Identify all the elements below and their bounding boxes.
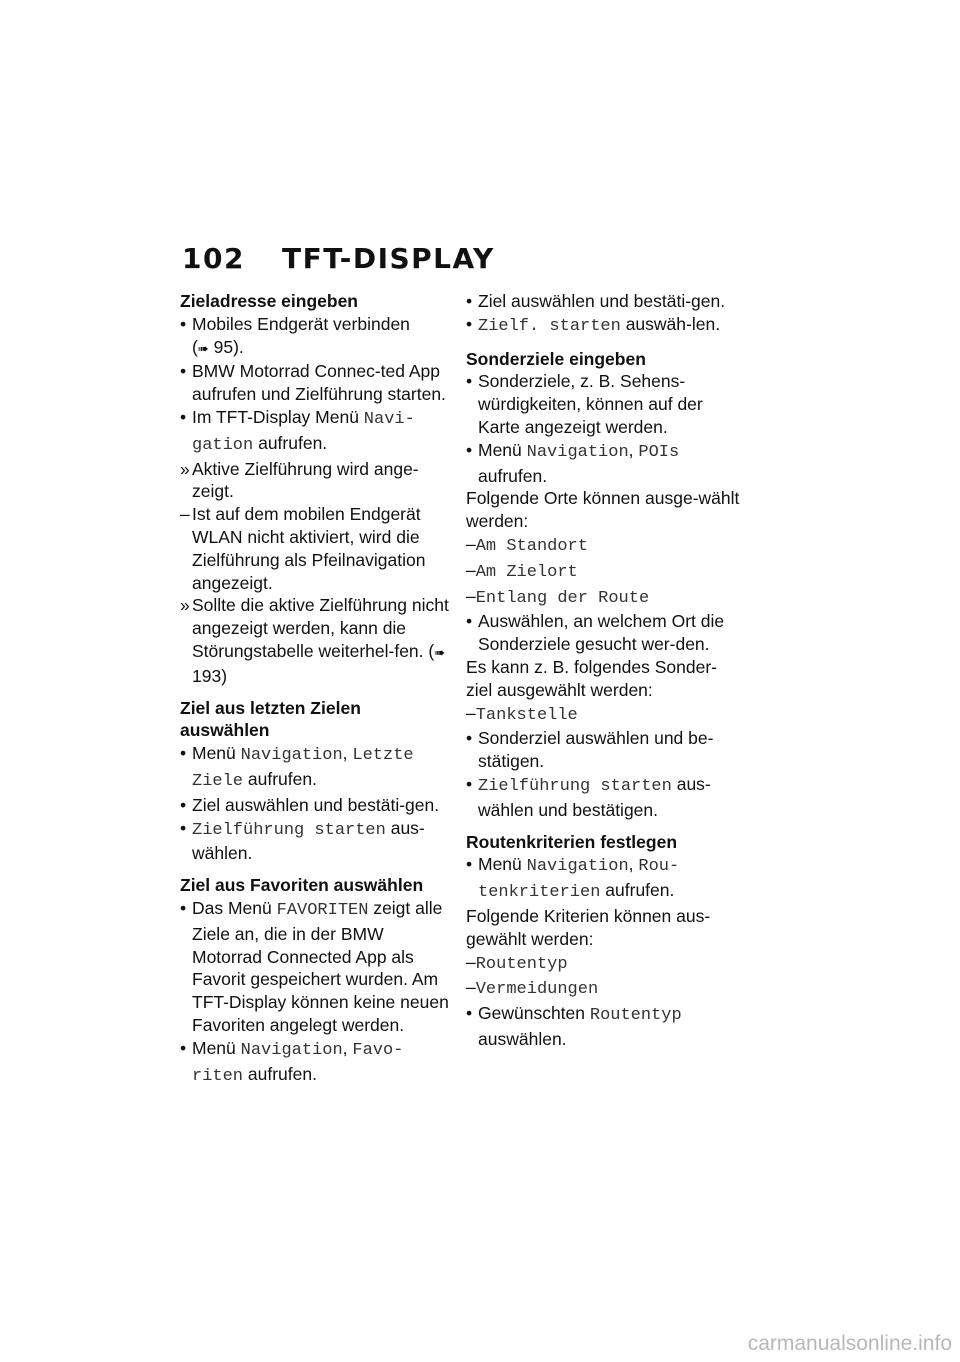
list-item: • Zielführung starten aus-wählen.	[180, 817, 425, 864]
section-letzte-ziele	[180, 697, 452, 866]
menu-term: Zielf. starten	[478, 316, 621, 336]
section-favoriten	[180, 874, 452, 1088]
menu-term: Navigation	[240, 1040, 343, 1060]
option-term: Routentyp	[475, 954, 568, 974]
menu-term: Navi-gation	[192, 409, 415, 455]
list-item: • Sonderziel auswählen und be-stätigen.	[466, 728, 714, 772]
menu-term: Navigation	[240, 746, 343, 766]
page-reference-link[interactable]: 95).	[213, 336, 244, 357]
page-number: 102	[182, 242, 245, 275]
menu-term: Zielführung starten	[192, 820, 386, 840]
dash-item: –Tankstelle	[466, 702, 578, 725]
list-item: • Zielf. starten auswäh-len.	[466, 313, 721, 336]
list-item: • BMW Motorrad Connec-ted App aufrufen und Zielführung starten.	[180, 361, 446, 405]
section-heading: Sonderziele eingeben	[466, 348, 646, 369]
list-item: • Sonderziele, z. B. Sehens-würdigkeiten, können auf der Karte angezeigt werden.	[466, 371, 703, 437]
menu-term: POIs	[638, 442, 680, 462]
option-term: Vermeidungen	[475, 980, 599, 1000]
section-heading: Routenkriterien festlegen	[466, 831, 678, 852]
list-item: • Im TFT-Display Menü Navi-gation aufrufen.	[180, 406, 415, 455]
section-heading: Ziel aus letzten Zielen auswählen	[180, 697, 361, 741]
list-item: • Zielführung starten aus-wählen und bestätigen.	[466, 773, 711, 820]
menu-term: Zielführung starten	[478, 776, 672, 796]
menu-term: Letzte Ziele	[192, 746, 414, 791]
list-item: • Menü Navigation, POIs aufrufen.	[466, 439, 680, 486]
dash-item: –Routentyp	[466, 951, 568, 974]
section-sonderziele	[466, 348, 740, 822]
page-reference-link[interactable]: 193)	[192, 665, 228, 686]
list-item: • Menü Navigation, Letzte Ziele aufrufen.	[180, 743, 414, 791]
watermark: carmanualsonline.info	[747, 1332, 952, 1355]
menu-term: Navigation	[526, 857, 629, 877]
arrow-reference-icon: ➠	[434, 644, 446, 660]
dash-item: –Am Standort	[466, 533, 588, 556]
list-item: • Ziel auswählen und bestäti-gen.	[180, 794, 440, 815]
section-zieladresse	[180, 290, 452, 688]
result-item: » Aktive Zielführung wird ange-zeigt.	[180, 458, 419, 502]
option-term: Tankstelle	[475, 705, 578, 725]
section-heading: Ziel aus Favoriten auswählen	[180, 875, 424, 896]
list-item: • Das Menü FAVORITEN zeigt alle Ziele an, die in der BMW Motorrad Connected App als Favorit gespeichert wurden. Am TFT-Display können keine neuen Favoriten angelegt werden.	[180, 897, 449, 1035]
list-item: • Menü Navigation, Rou-tenkriterien aufrufen.	[466, 854, 680, 903]
option-term: Am Standort	[475, 536, 588, 556]
right-column	[466, 290, 740, 1060]
arrow-reference-icon: ➠	[197, 340, 209, 356]
paragraph: Es kann z. B. folgendes Sonder-ziel ausgewählt werden:	[466, 656, 717, 700]
list-item: • Menü Navigation, Favo-riten aufrufen.	[180, 1037, 404, 1086]
option-term: Am Zielort	[475, 562, 578, 582]
paragraph: Folgende Kriterien können aus-gewählt werden:	[466, 905, 711, 949]
list-item: • Ziel auswählen und bestäti-gen.	[466, 291, 726, 311]
chapter-title: TFT-DISPLAY	[282, 242, 495, 275]
list-item: • Auswählen, an welchem Ort die Sonderziele gesucht wer-den.	[466, 611, 725, 655]
option-term: Entlang der Route	[475, 588, 650, 608]
result-item: » Sollte die aktive Zielführung nicht angezeigt werden, kann die Störungstabelle weiterhel-fen. (➠ 193)	[180, 595, 449, 686]
menu-term: Favo-riten	[192, 1040, 404, 1086]
list-item: • Mobiles Endgerät verbinden (➠ 95).	[180, 313, 410, 357]
menu-term: Navigation	[526, 442, 629, 462]
dash-item: – Ist auf dem mobilen Endgerät WLAN nicht aktiviert, wird die Zielführung als Pfeilnavigation angezeigt.	[180, 504, 426, 593]
section-continued	[466, 290, 740, 339]
dash-item: –Vermeidungen	[466, 977, 599, 1000]
section-heading: Zieladresse eingeben	[180, 291, 358, 311]
dash-item: –Entlang der Route	[466, 585, 650, 608]
menu-term: Routentyp	[589, 1006, 682, 1026]
menu-term: Rou-tenkriterien	[478, 857, 680, 903]
section-routenkriterien	[466, 831, 740, 1051]
paragraph: Folgende Orte können ausge-wählt werden:	[466, 488, 740, 532]
dash-item: –Am Zielort	[466, 559, 578, 582]
list-item: • Gewünschten Routentyp auswählen.	[466, 1003, 682, 1049]
left-column	[180, 290, 452, 1097]
menu-term: FAVORITEN	[276, 900, 369, 920]
